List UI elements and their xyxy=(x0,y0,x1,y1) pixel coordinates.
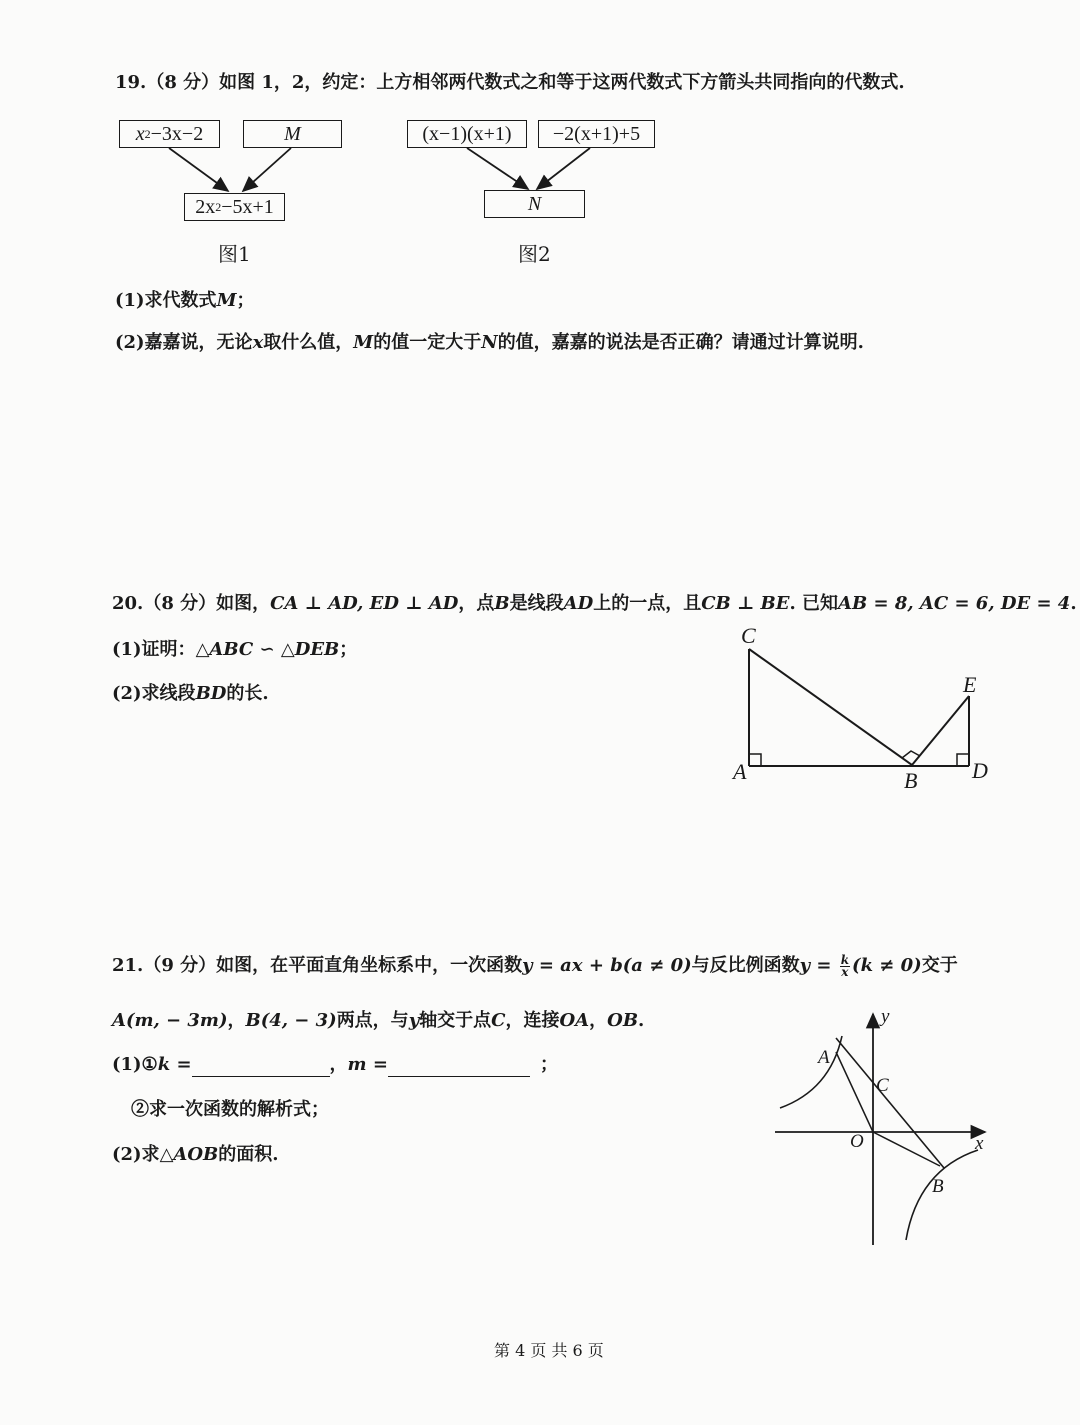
q21-p1-m: m = xyxy=(347,1054,388,1075)
q19-p2-x: x xyxy=(252,332,264,353)
q20-label-E: E xyxy=(963,672,977,697)
q21-hyperbola-branch-upper-left xyxy=(780,1036,842,1108)
q19-p2-prefix: (2)嘉嘉说，无论 xyxy=(115,332,253,353)
q21-line1-cond: (k ≠ 0) xyxy=(852,955,922,976)
q21-line1-mid: 与反比例函数 xyxy=(691,955,800,976)
q21-p2-prefix: (2)求 xyxy=(112,1144,160,1165)
q19-p2-mid1: 取什么值， xyxy=(263,332,354,353)
q20-title-mid: ，点 xyxy=(458,593,495,614)
q19-p2-N: N xyxy=(481,332,498,353)
q20-p1-stmt: △ABC ∽ △DEB xyxy=(195,639,340,660)
q20-title-end: . xyxy=(1070,593,1077,614)
fig1-box-a-exp: 2 xyxy=(144,126,151,141)
q21-p2-suffix: 的面积. xyxy=(218,1144,279,1165)
q21-segment-OA xyxy=(836,1052,873,1132)
q21-label-O: O xyxy=(850,1131,864,1152)
q20-p1-suffix: ； xyxy=(339,639,358,660)
q21-label-A: A xyxy=(818,1047,830,1068)
q20-p2-prefix: (2)求线段 xyxy=(112,683,196,704)
q20-label-C: C xyxy=(741,623,756,648)
fig2-box-expression-b: −2(x+1)+5 xyxy=(538,120,655,148)
fig1-box-c-base: 2x xyxy=(195,195,216,218)
q21-line2-C: C xyxy=(491,1010,506,1031)
q21-line2-OA: OA xyxy=(559,1010,590,1031)
q20-label-D: D xyxy=(972,758,988,783)
q20-p2-var: BD xyxy=(195,683,227,704)
q21-line1-prefix: 21.（9 分）如图，在平面直角坐标系中，一次函数 xyxy=(112,955,523,976)
q19-p1-prefix: (1)求代数式 xyxy=(115,290,217,311)
q20-label-B: B xyxy=(904,768,918,793)
q21-line2-y: y xyxy=(408,1010,420,1031)
fig1-box-M: M xyxy=(243,120,342,148)
q21-p2-tri: △AOB xyxy=(159,1144,219,1165)
fig1-caption: 图1 xyxy=(218,242,251,266)
q21-line2-sep: ， xyxy=(227,1010,246,1031)
q20-title-mid4: . 已知 xyxy=(789,593,839,614)
q21-label-C: C xyxy=(876,1075,889,1096)
q21-line2-mid2: 轴交于点 xyxy=(419,1010,492,1031)
q21-segment-OB xyxy=(873,1132,940,1166)
q20-title-cond: CA ⊥ AD, ED ⊥ AD xyxy=(270,593,459,614)
q20-title-cond2: CB ⊥ BE xyxy=(701,593,790,614)
q21-p1-prefix: (1)① xyxy=(112,1054,158,1075)
q21-line1-end: 交于 xyxy=(921,955,958,976)
q20-p2-suffix: 的长. xyxy=(226,683,269,704)
q21-frac-num: k xyxy=(840,952,850,967)
q21-line2-B: B(4, − 3) xyxy=(245,1010,337,1031)
fig1-box-a-base: x xyxy=(135,122,145,145)
q19-p1-suffix: ； xyxy=(236,290,255,311)
fig1-box-a-rest: −3x−2 xyxy=(150,122,204,145)
q21-line2-sep2: ， xyxy=(589,1010,608,1031)
q21-p1-k: k = xyxy=(157,1054,192,1075)
q21-line2-mid3: ，连接 xyxy=(505,1010,560,1031)
q19-p2-mid2: 的值一定大于 xyxy=(373,332,482,353)
q21-label-x: x xyxy=(975,1133,984,1154)
q21-line1-linear: y = ax + b(a ≠ 0) xyxy=(522,955,692,976)
q20-title-given: AB = 8, AC = 6, DE = 4 xyxy=(838,593,1071,614)
fig2-box-expression-a: (x−1)(x+1) xyxy=(407,120,527,148)
q19-p2-suffix: 的值，嘉嘉的说法是否正确？请通过计算说明. xyxy=(497,332,864,353)
q21-line2-A: A(m, − 3m) xyxy=(112,1010,228,1031)
q21-part1b: ②求一次函数的解析式； xyxy=(131,1099,329,1120)
q20-p1-prefix: (1)证明： xyxy=(112,639,196,660)
q19-p1-var: M xyxy=(216,290,237,311)
q21-p1-comma: ， xyxy=(329,1054,348,1075)
q21-line2-end: . xyxy=(638,1010,645,1031)
q21-line1-y: y = xyxy=(799,955,832,976)
q19-p2-M: M xyxy=(353,332,374,353)
fig1-box-c-exp: 2 xyxy=(215,199,222,214)
page-footer: 第 4 页 共 6 页 xyxy=(494,1341,604,1360)
q20-title-prefix: 20.（8 分）如图， xyxy=(112,593,271,614)
q21-label-B: B xyxy=(932,1176,944,1197)
q21-line2-mid: 两点，与 xyxy=(336,1010,409,1031)
q20-title-B: B xyxy=(494,593,510,614)
q20-title-mid2: 是线段 xyxy=(509,593,564,614)
fig2-caption: 图2 xyxy=(518,242,551,266)
q19-title: 19.（8 分）如图 1，2，约定：上方相邻两代数式之和等于这两代数式下方箭头共同指向的代数式. xyxy=(115,72,905,93)
q21-line2-OB: OB xyxy=(607,1010,639,1031)
q21-label-y: y xyxy=(881,1006,890,1027)
fig1-box-c-rest: −5x+1 xyxy=(221,195,274,218)
q20-label-A: A xyxy=(733,759,747,784)
fig2-box-N: N xyxy=(484,190,585,218)
q20-title-mid3: 上的一点，且 xyxy=(593,593,702,614)
q21-frac-den: x xyxy=(841,964,849,979)
q21-p1-semicolon: ； xyxy=(539,1054,558,1075)
q20-title-AD: AD xyxy=(563,593,594,614)
